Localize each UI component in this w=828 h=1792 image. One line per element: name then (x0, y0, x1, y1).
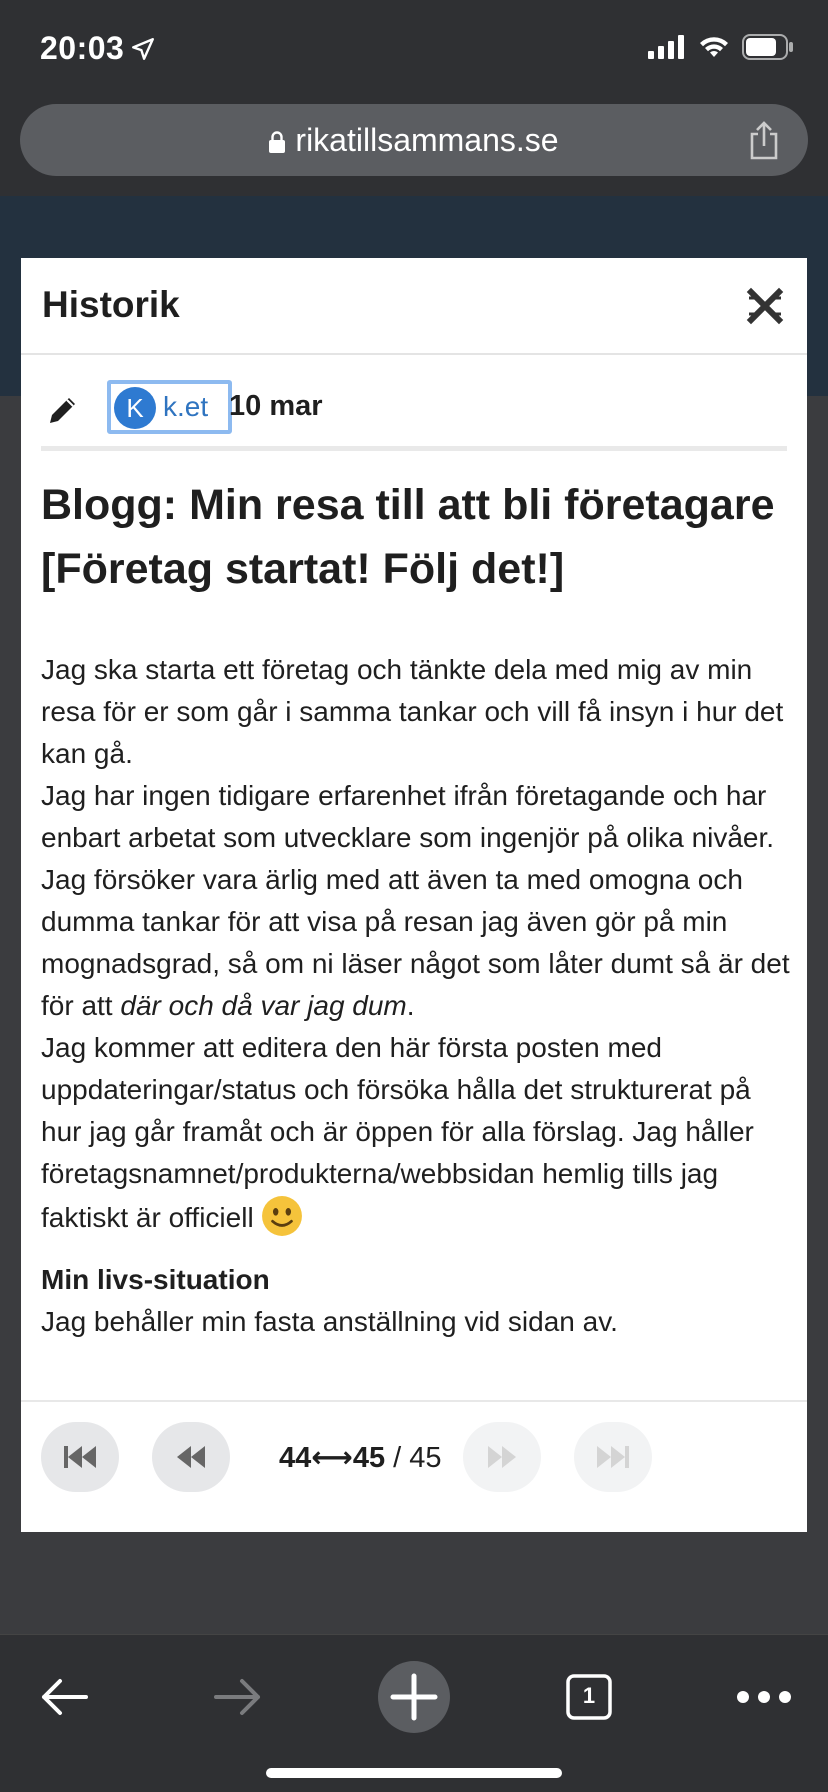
back-arrow-icon (38, 1677, 90, 1717)
revision-navigation (21, 1400, 807, 1532)
location-arrow-icon (130, 36, 156, 62)
revision-total: / 45 (393, 1442, 442, 1474)
section-text: Jag behåller min fasta anställning vid sidan av. (41, 1306, 618, 1337)
signal-icon (648, 35, 686, 59)
paragraph-2-end: . (406, 990, 415, 1021)
paragraph-2 (41, 775, 791, 1027)
revision-range-from: 44 (279, 1442, 312, 1474)
revision-range-to: 45 (352, 1442, 386, 1474)
clock-text: 20:03 (40, 30, 125, 66)
post-body (41, 649, 791, 1239)
history-modal (21, 258, 807, 1532)
more-icon (736, 1690, 792, 1704)
url-display[interactable] (20, 122, 808, 159)
post-title: Blogg: Min resa till att bli företagare [Företag startat! Följ det!] (41, 481, 775, 593)
author-name[interactable]: k.et (163, 391, 209, 422)
home-indicator (266, 1768, 562, 1778)
close-icon (747, 288, 783, 324)
first-revision-button[interactable] (41, 1422, 119, 1492)
status-icons (648, 34, 794, 60)
previous-revision-button[interactable] (152, 1422, 230, 1492)
tabs-button[interactable] (541, 1649, 637, 1745)
forward-button[interactable] (190, 1649, 286, 1745)
pencil-icon (47, 394, 79, 426)
next-revision-button[interactable] (463, 1422, 541, 1492)
address-bar-area (0, 96, 828, 196)
lock-icon (269, 131, 285, 153)
close-button[interactable] (747, 288, 783, 324)
skip-last-icon (596, 1444, 630, 1470)
last-revision-button[interactable] (574, 1422, 652, 1492)
paragraph-2-text: Jag har ingen tidigare erfarenhet ifrån företagande och har enbart arbetat som utvecklare som ingenjör på olika nivåer. Jag försöker vara ärlig med att även ta med omogna och dumma tankar för att visa på resan jag även gör på min mognadsgrad, så om ni läser något som låter dumt så är det för att (41, 780, 790, 1021)
smiley-emoji-icon (261, 1195, 303, 1237)
avatar: K (114, 387, 156, 429)
address-bar[interactable] (20, 104, 808, 176)
forward-arrow-icon (212, 1677, 264, 1717)
section-heading: Min livs-situation (41, 1264, 270, 1295)
revision-date: 10 mar (229, 390, 323, 422)
battery-icon (742, 34, 794, 60)
tab-count: 1 (582, 1683, 596, 1708)
modal-title: Historik (42, 284, 180, 325)
author-link[interactable] (107, 380, 232, 434)
skip-first-icon (63, 1444, 97, 1470)
status-bar (0, 0, 828, 96)
revision-info (41, 380, 787, 440)
url-text: rikatillsammans.se (295, 122, 559, 158)
revision-counter (279, 1440, 442, 1475)
divider (41, 446, 787, 451)
plus-icon (377, 1660, 451, 1734)
revision-range-separator: ⟷ (311, 1442, 353, 1474)
share-icon[interactable] (748, 120, 780, 165)
paragraph-3 (41, 1027, 791, 1239)
rewind-icon (175, 1444, 207, 1470)
modal-header (21, 258, 807, 355)
new-tab-button[interactable] (366, 1649, 462, 1745)
menu-button[interactable] (716, 1649, 812, 1745)
revision-content (41, 463, 791, 1337)
paragraph-3-text: Jag kommer att editera den här första posten med uppdateringar/status och försöka hålla det strukturerat på hur jag går framåt och är öppen för alla förslag. Jag håller företagsnamnet/produkterna/webbsidan hemlig tills jag faktiskt är officiell (41, 1032, 754, 1233)
fast-forward-icon (486, 1444, 518, 1470)
wifi-icon (698, 35, 730, 59)
paragraph-1: Jag ska starta ett företag och tänkte dela med mig av min resa för er som går i samma tankar och vill få insyn i hur det kan gå. (41, 654, 784, 769)
status-time (40, 30, 156, 67)
paragraph-2-italic: där och då var jag dum (120, 990, 407, 1021)
back-button[interactable] (16, 1649, 112, 1745)
